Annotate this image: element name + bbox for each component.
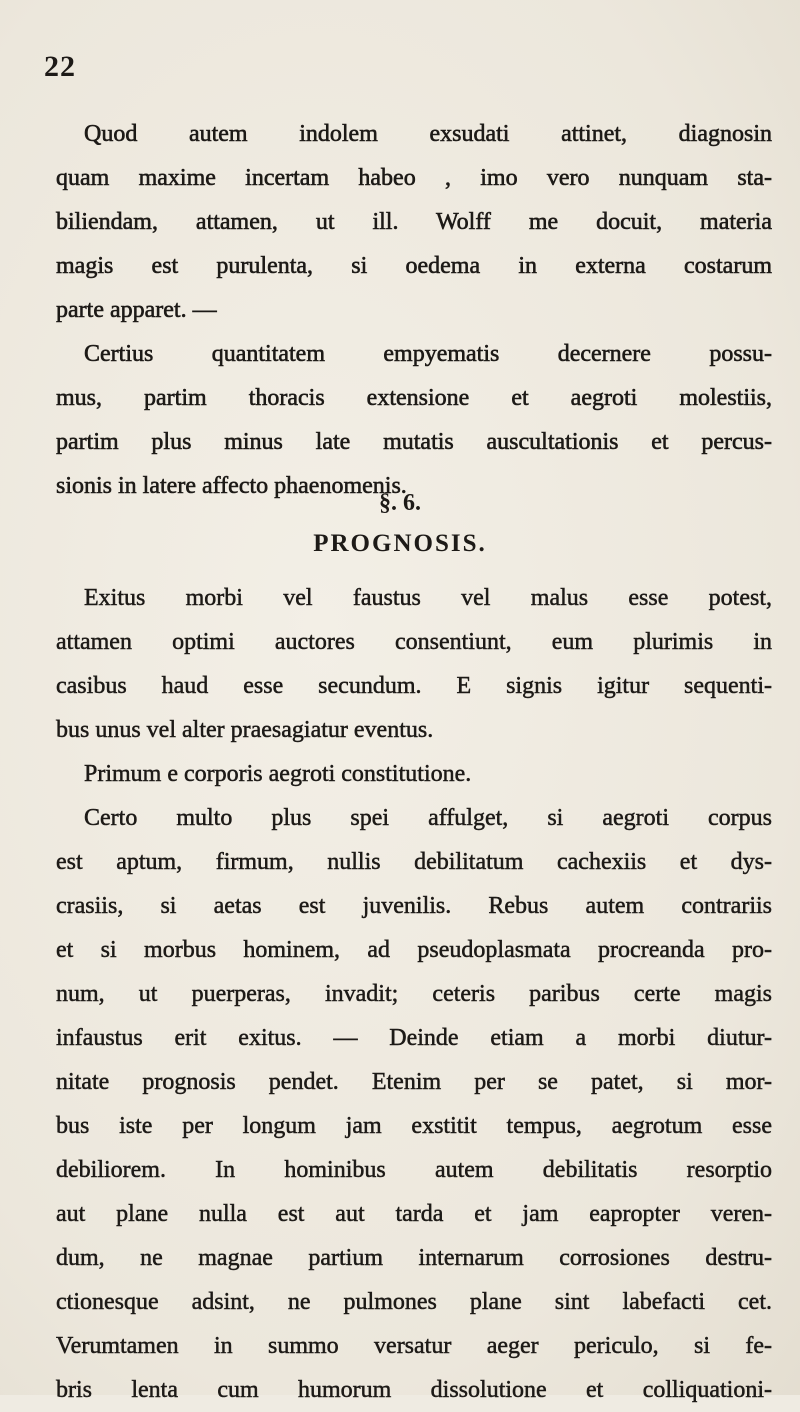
text-line: magis est purulenta, si oedema in externa costarum (56, 253, 772, 279)
section-title: PROGNOSIS. (313, 530, 487, 557)
text-line: num, ut puerperas, invadit; ceteris paribus certe magis (56, 981, 772, 1007)
text-line: est aptum, firmum, nullis debilitatum cachexiis et dys- (56, 849, 772, 875)
text-line: attamen optimi auctores consentiunt, eum plurimis in (56, 629, 772, 655)
text-line: dum, ne magnae partium internarum corrosiones destru- (56, 1245, 772, 1271)
text-line: infaustus erit exitus. — Deinde etiam a morbi diutur- (56, 1025, 772, 1051)
text-line: ctionesque adsint, ne pulmones plane sint labefacti cet. (56, 1289, 772, 1315)
text-line: Certo multo plus spei affulget, si aegroti corpus (84, 805, 772, 831)
text-line: sionis in latere affecto phaenomenis. (56, 473, 407, 499)
text-line: debiliorem. In hominibus autem debilitatis resorptio (56, 1157, 772, 1183)
section-number: §. 6. (379, 490, 421, 516)
text-line: Verumtamen in summo versatur aeger periculo, si fe- (56, 1333, 772, 1359)
text-line: partim plus minus late mutatis auscultationis et percus- (56, 429, 772, 455)
text-line: aut plane nulla est aut tarda et jam eapropter veren- (56, 1201, 772, 1227)
page-number: 22 (44, 50, 76, 83)
text-line: biliendam, attamen, ut ill. Wolff me docuit, materia (56, 209, 772, 235)
text-line: casibus haud esse secundum. E signis igitur sequenti- (56, 673, 772, 699)
text-line: crasiis, si aetas est juvenilis. Rebus autem contrariis (56, 893, 772, 919)
text-line: bus unus vel alter praesagiatur eventus. (56, 717, 434, 743)
text-line: nitate prognosis pendet. Etenim per se patet, si mor- (56, 1069, 772, 1095)
text-line: Exitus morbi vel faustus vel malus esse potest, (84, 585, 772, 611)
paragraph-prognosis (56, 576, 772, 1412)
text-line: bus iste per longum jam exstitit tempus, aegrotum esse (56, 1113, 772, 1139)
text-line: Primum e corporis aegroti constitutione. (84, 761, 472, 787)
text-line: parte apparet. — (56, 297, 217, 323)
text-line: Certius quantitatem empyematis decernere possu- (84, 341, 772, 367)
text-line: et si morbus hominem, ad pseudoplasmata procreanda pro- (56, 937, 772, 963)
text-line: Quod autem indolem exsudati attinet, diagnosin (84, 121, 772, 147)
text-line: quam maxime incertam habeo , imo vero nunquam sta- (56, 165, 772, 191)
paragraph-diagnosis (56, 112, 772, 508)
text-line: bris lenta cum humorum dissolutione et colliquationi- (56, 1377, 772, 1403)
text-line: mus, partim thoracis extensione et aegroti molestiis, (56, 385, 772, 411)
